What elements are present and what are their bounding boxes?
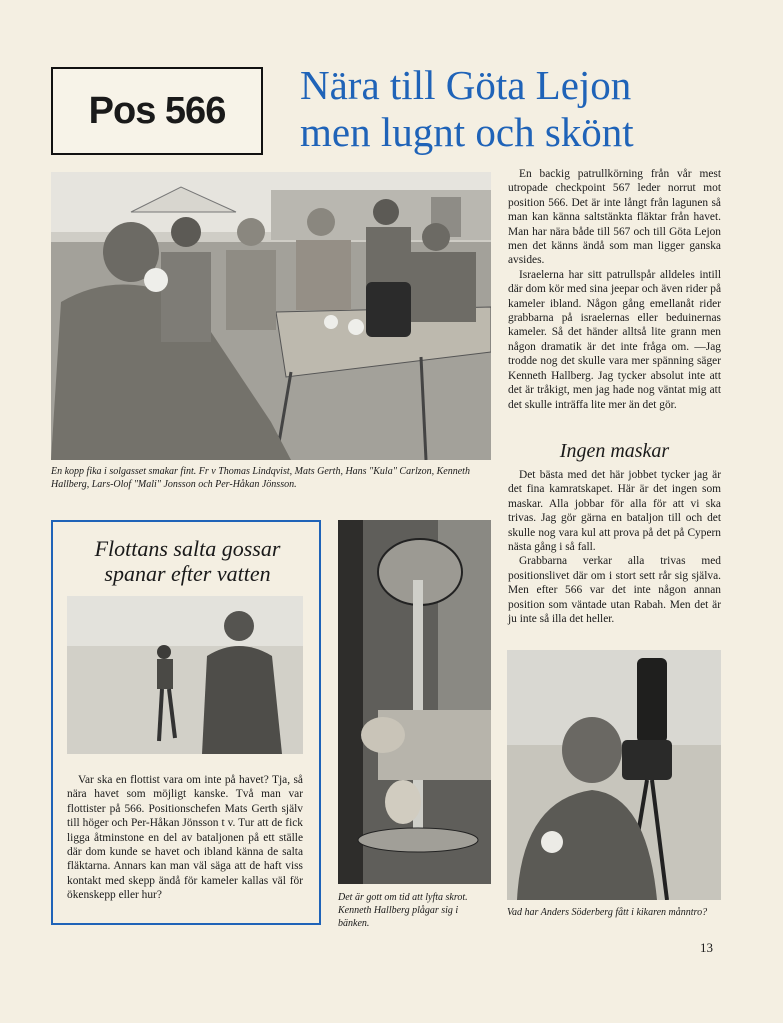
headline-line-1: Nära till Göta Lejon (300, 62, 632, 108)
position-badge-text: Pos 566 (88, 89, 226, 132)
article-subhead: Ingen maskar (559, 440, 670, 462)
headline-line-2: men lugnt och skönt (300, 109, 634, 155)
photo-binoculars-caption: Vad har Anders Söderberg fått i kikaren månntro? (507, 907, 708, 918)
headline (300, 62, 740, 156)
photo-weightlifting (338, 520, 491, 884)
photo-sailors (67, 596, 303, 754)
sidebar-body: Var ska en flottist vara om inte på havet? Tja, så nära havet som möjligt kanske. Två man var flottister på 566. Positionschefen Mats Gerth själv till höger och Per-Håkan Jönsson t v. Tur att de fick ligga åtminstone en del av bataljonen på ett ställe där dom kunde se havet och ibland känna de salta fläktarna. Annars kan man väl säga att de haft viss kontakt med skepp ändå för kameler kallas väl för ökenskepp eller hur? (67, 774, 303, 902)
position-badge (51, 67, 263, 155)
photo-coffee-group (51, 172, 491, 460)
sidebar-title (70, 536, 305, 586)
article-paragraph-1: En backig patrullkörning från vår mest utropade checkpoint 567 leder norrut mot position 566. Det är inte långt från lagunen så man kan känna saltstänkta fläktar från havet. Man har nära både till 567 och till Göta Lejon men det känns ändå som man ligger ganska avsides. (508, 168, 721, 267)
article-paragraph-2: Israelerna har sitt patrullspår alldeles intill där dom kör med sina jeepar och även rider på kameler ibland. Någon gång emellanåt rider grabbarna på israelernas eller beduinernas kameler. Så det händer alltså lite grann men någon dramatik är det inte fråga om. —Jag trodde nog det skulle vara mer spänning säger Kenneth Hallberg. Jag tycker absolut inte att det är tråkigt, men jag hade nog väntat mig att det skulle inträffa lite mer än det gör. (508, 268, 721, 411)
page-number: 13 (700, 940, 713, 955)
sidebar-title-line-1: Flottans salta gossar (94, 536, 281, 561)
sidebar-title-line-2: spanar efter vatten (104, 561, 271, 586)
article-paragraph-3: Det bästa med det här jobbet tycker jag är det fina kamratskapet. Här är det ingen som maskar. Alla jobbar för alla för att vi ska trivas. Jag gör gärna en bataljon till och det skulle nog vara kul att prova på det på Cypern nästa gång i så fall. (508, 469, 721, 554)
photo-binoculars (507, 650, 721, 900)
article-column-top (508, 167, 721, 412)
article-column-bottom (508, 468, 721, 626)
article-paragraph-4: Grabbarna verkar alla trivas med positionslivet där om i stort sett rår sig själva. Men efter 566 var det inte någon annan position som väntade utan Rabah. Men det är ju inte så illa det heller. (508, 555, 721, 626)
photo-weightlifting-caption: Det är gott om tid att lyfta skrot. Kenneth Hallberg plågar sig i bänken. (338, 892, 468, 929)
photo-coffee-caption: En kopp fika i solgasset smakar fint. Fr v Thomas Lindqvist, Mats Gerth, Hans "Kula" Carlzon, Kenneth Hallberg, Lars-Olof "Mali" Jonsson och Per-Håkan Jönsson. (51, 466, 470, 490)
